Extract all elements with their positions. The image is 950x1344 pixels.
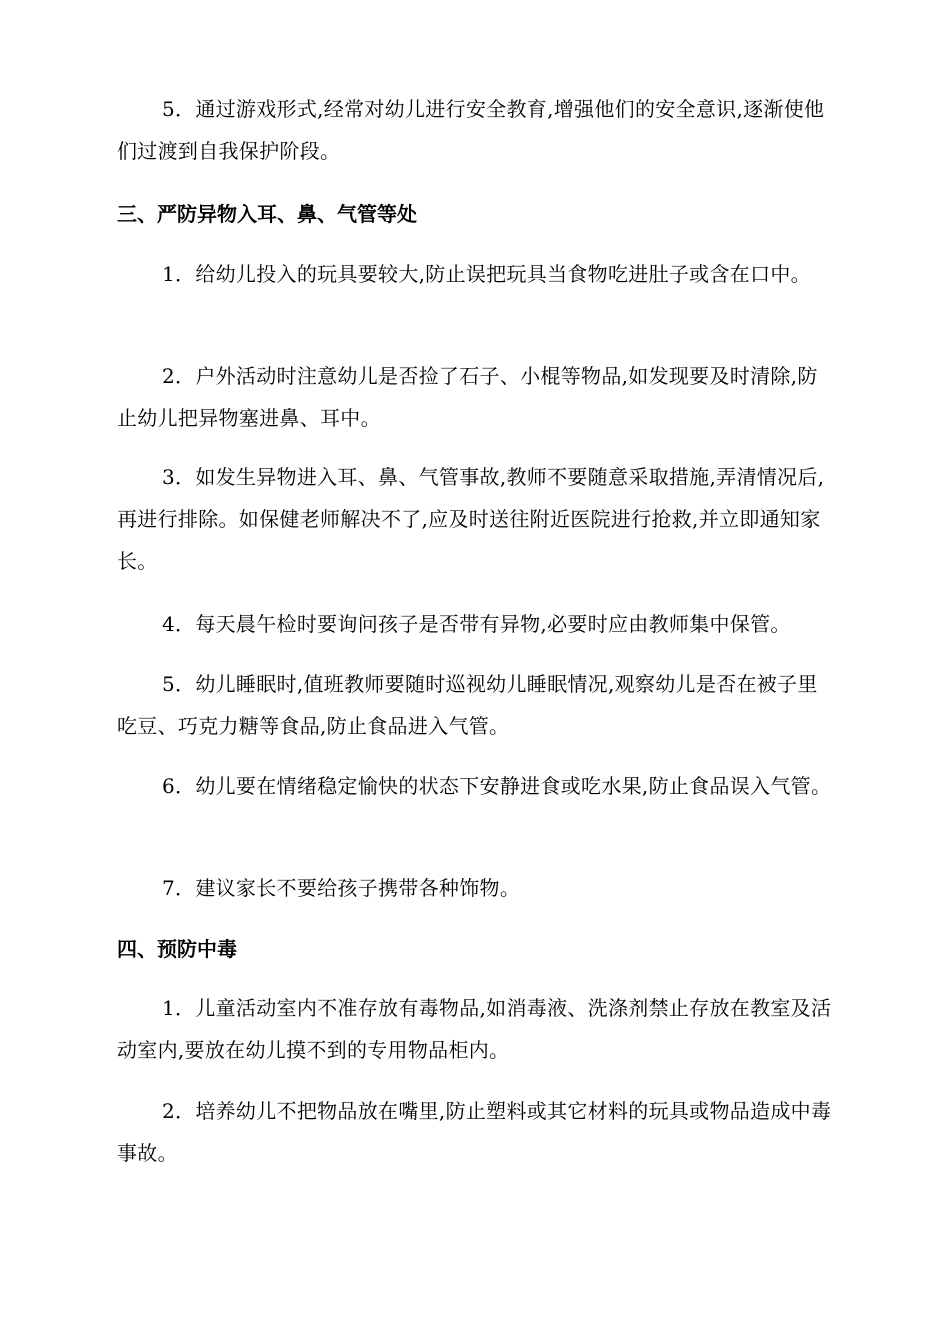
paragraph-sleep-supervision: 5．幼儿睡眠时,值班教师要随时巡视幼儿睡眠情况,观察幼儿是否在被子里吃豆、巧克力糖等食品,防止食品进入气管。 <box>117 672 818 738</box>
paragraph-outdoor-activity: 2．户外活动时注意幼儿是否捡了石子、小棍等物品,如发现要及时清除,防止幼儿把异物塞进鼻、耳中。 <box>117 364 818 430</box>
paragraph-toxic-storage: 1．儿童活动室内不准存放有毒物品,如消毒液、洗涤剂禁止存放在教室及活动室内,要放在幼儿摸不到的专用物品柜内。 <box>117 996 832 1062</box>
section-heading-foreign-objects: 三、严防异物入耳、鼻、气管等处 <box>117 202 417 226</box>
paragraph-no-mouthing: 2．培养幼儿不把物品放在嘴里,防止塑料或其它材料的玩具或物品造成中毒事故。 <box>117 1099 832 1165</box>
paragraph-large-toys: 1．给幼儿投入的玩具要较大,防止误把玩具当食物吃进肚子或含在口中。 <box>162 262 811 286</box>
paragraph-safety-education: 5．通过游戏形式,经常对幼儿进行安全教育,增强他们的安全意识,逐渐使他们过渡到自我保护阶段。 <box>117 97 825 163</box>
paragraph-accident-response: 3．如发生异物进入耳、鼻、气管事故,教师不要随意采取措施,弄清情况后,再进行排除。如保健老师解决不了,应及时送往附近医院进行抢救,并立即通知家长。 <box>117 465 825 573</box>
paragraph-morning-check: 4．每天晨午检时要询问孩子是否带有异物,必要时应由教师集中保管。 <box>162 612 791 636</box>
paragraph-no-accessories: 7．建议家长不要给孩子携带各种饰物。 <box>162 876 521 900</box>
section-heading-poison-prevention: 四、预防中毒 <box>117 937 237 961</box>
paragraph-calm-eating: 6．幼儿要在情绪稳定愉快的状态下安静进食或吃水果,防止食品误入气管。 <box>162 774 832 798</box>
